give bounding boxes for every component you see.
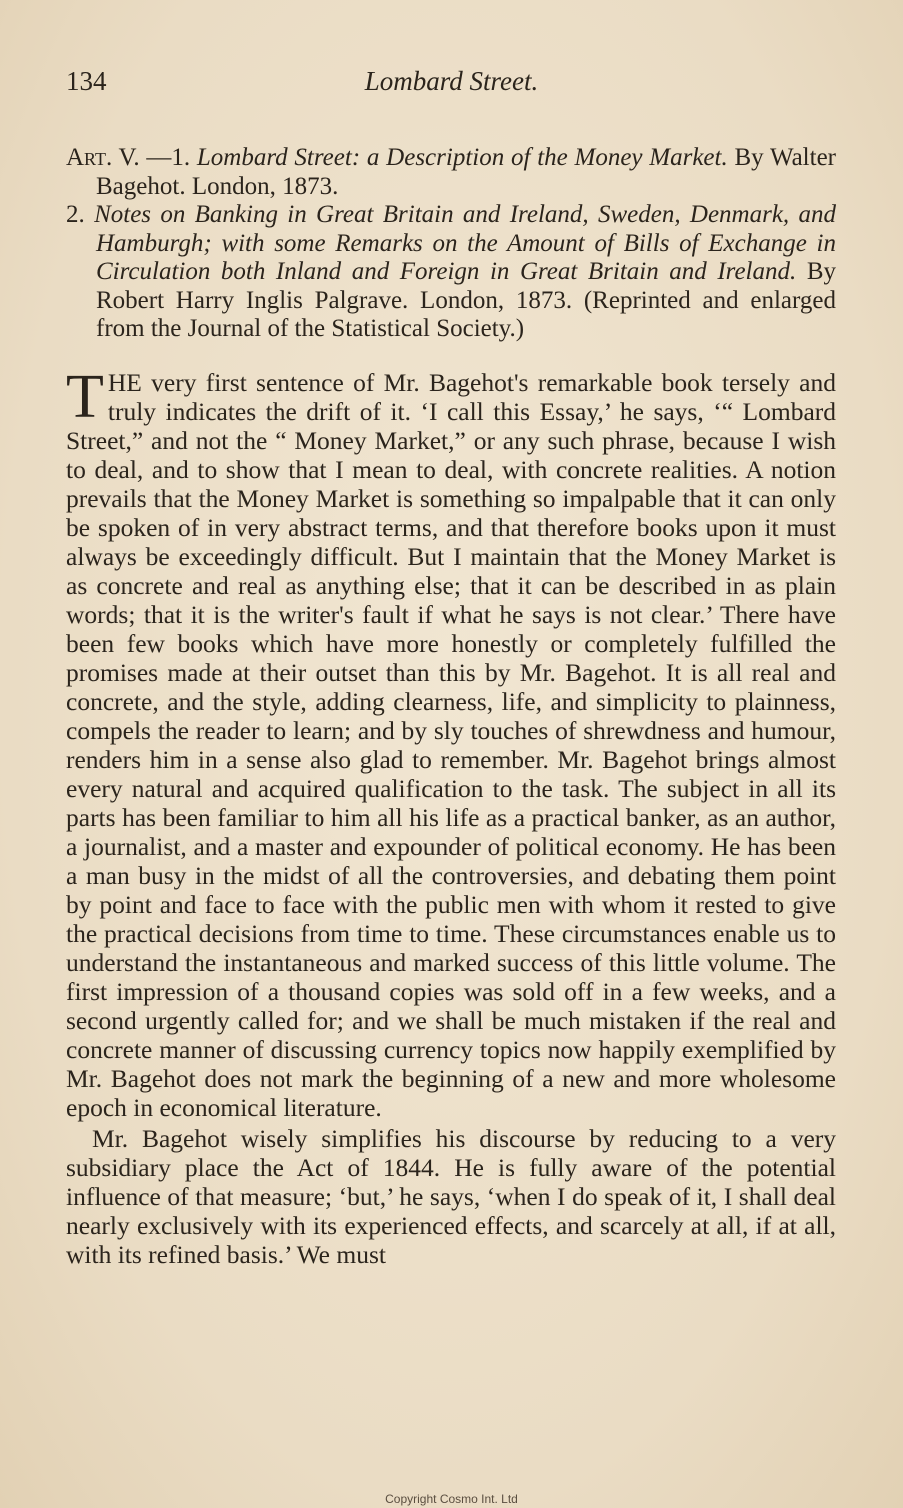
drop-cap: T [66,362,104,431]
copyright-notice: Copyright Cosmo Int. Ltd [385,1492,518,1506]
running-title: Lombard Street. [364,66,539,96]
citation-item-2 [66,201,836,344]
citation-item-1 [66,144,836,201]
item1-rest: By Walter Bagehot. London, 1873. [96,144,836,200]
body-paragraph-1 [66,362,836,1122]
article-citation [66,144,836,344]
item1-number: —1. [146,144,191,171]
body-paragraph-2: Mr. Bagehot wisely simplifies his discourse by reducing to a very subsidiary place the Act of 1844. He is fully aware of the potential influence of that measure; ‘but,’ he says, ‘when I do speak of it, I shall deal nearly exclusively with its experienced effects, and scarcely at all, if at all, with its refined basis.’ We must [66,1123,836,1269]
item2-number: 2. [66,201,85,228]
item2-rest: By Robert Harry Inglis Palgrave. London, 1873. (Reprinted and enlarged from the Journal of the Statistical Society.) [96,258,836,342]
page-header [66,66,837,106]
article-label: Art. V. [66,144,140,171]
paragraph-1-text: HE very first sentence of Mr. Bagehot's remarkable book tersely and truly indicates the drift of it. ‘I call this Essay,’ he says, ‘“ Lombard Street,” and not the “ Money Market,” or any such phrase, because I wish to deal, and to show that I mean to deal, with concrete realities. A notion prevails that the Money Market is something so impalpable that it can only be spoken of in very abstract terms, and that therefore books upon it must always be exceedingly difficult. But I maintain that the Money Market is as concrete and real as anything else; that it can be described in as plain words; that it is the writer's fault if what he says is not clear.’ There have been few books which have more honestly or completely fulfilled the promises made at their outset than this by Mr. Bagehot. It is all real and concrete, and the style, adding clearness, life, and simplicity to plainness, compels the reader to learn; and by sly touches of shrewdness and humour, renders him in a sense also glad to remember. Mr. Bagehot brings almost every natural and acquired qualification to the task. The subject in all its parts has been familiar to him all his life as a practical banker, as an author, a journalist, and a master and expounder of political economy. He has been a man busy in the midst of all the controversies, and debating them point by point and face to face with the public men with whom it rested to give the practical decisions from time to time. These circumstances enable us to understand the instantaneous and marked success of this little volume. The first impression of a thousand copies was sold off in a few weeks, and a second urgently called for; and we shall be much mistaken if the real and concrete manner of discussing currency topics now happily exemplified by Mr. Bagehot does not mark the beginning of a new and more wholesome epoch in economical literature. [66,367,836,1122]
item1-title: Lombard Street: a Description of the Money Market. [196,144,728,171]
item2-title: Notes on Banking in Great Britain and Ireland, Sweden, Denmark, and Hamburgh; with some Remarks on the Amount of Bills of Exchange in Circulation both Inland and Foreign in Great Britain and Ireland. [94,201,837,285]
page-number: 134 [66,66,107,96]
article-content [66,144,836,1269]
